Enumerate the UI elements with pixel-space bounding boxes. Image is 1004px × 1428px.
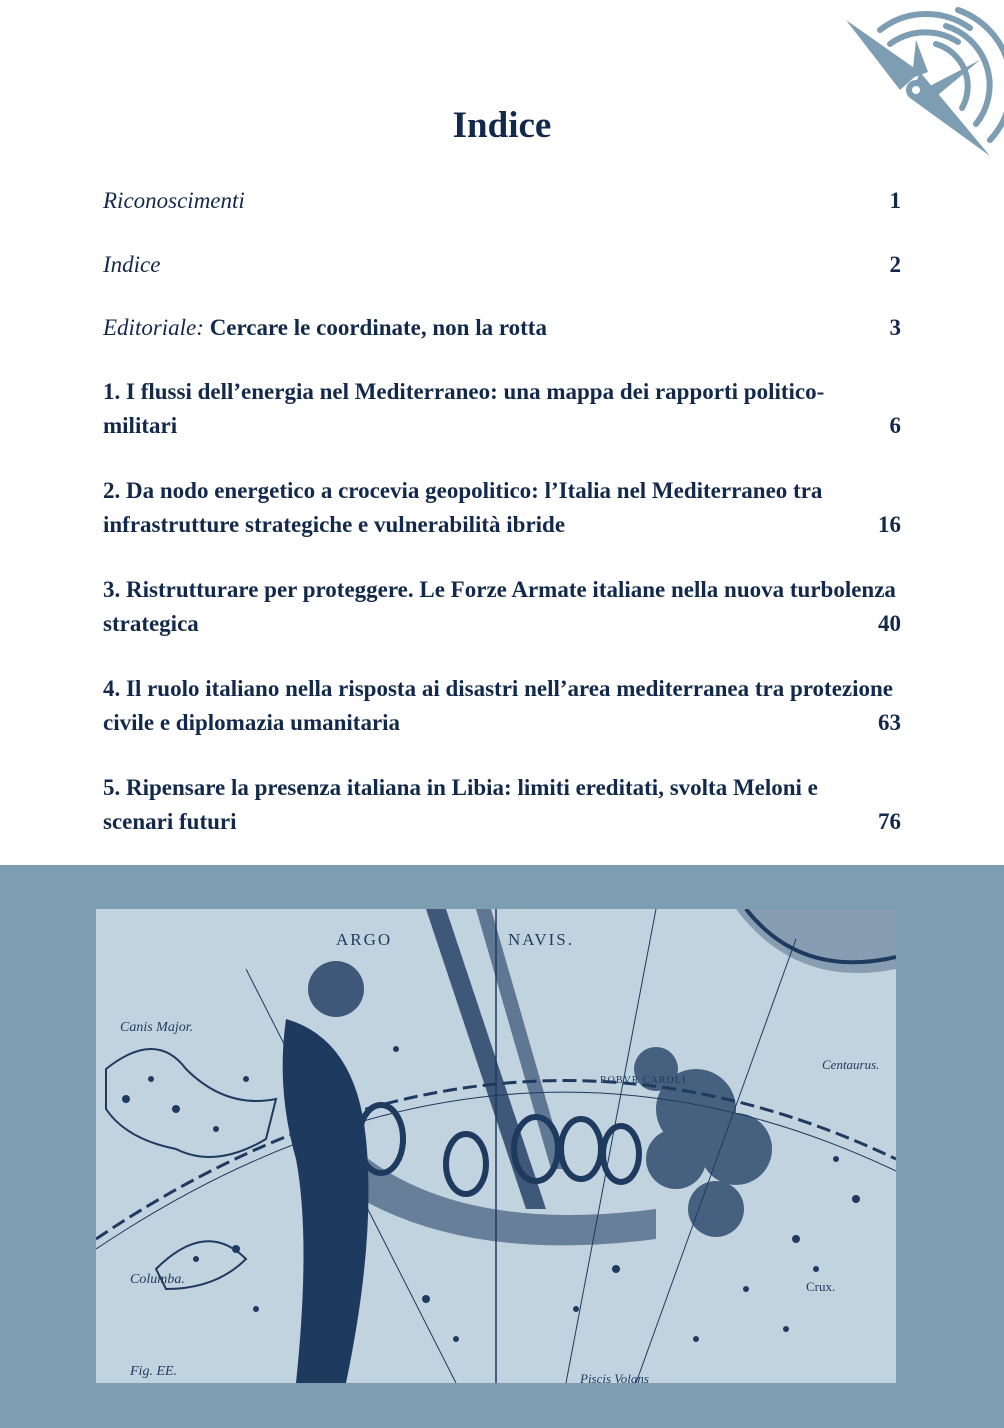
toc-entry-title: 5. Ripensare la presenza italiana in Libia: limiti ereditati, svolta Meloni e scenari futuri (103, 775, 818, 834)
toc-entry-title: 2. Da nodo energetico a crocevia geopolitico: l’Italia nel Mediterraneo tra infrastrutture strategiche e vulnerabilità ibride (103, 478, 823, 537)
toc-page-number: 3 (889, 315, 901, 340)
toc-entry-title: 4. Il ruolo italiano nella risposta ai disastri nell’area mediterranea tra protezione civile e diplomazia umanitaria (103, 676, 894, 735)
toc-entry-chapter-1[interactable] (103, 375, 901, 443)
toc-page-number: 76 (878, 809, 901, 834)
toc-page-number: 16 (878, 512, 901, 537)
map-signature: Fig. EE. (130, 1364, 178, 1379)
star-chart-illustration (96, 909, 896, 1383)
map-label-navis: NAVIS. (508, 930, 575, 949)
cover-illustration-panel (0, 865, 1004, 1428)
toc-entry-prefix: Editoriale: (103, 315, 204, 340)
toc-entry-riconoscimenti[interactable] (103, 184, 901, 218)
toc-entry-chapter-4[interactable] (103, 672, 901, 740)
map-label-piscis-volans: Piscis Volans (580, 1371, 649, 1383)
toc-page-number: 63 (878, 710, 901, 735)
toc-entry-title: 3. Ristrutturare per proteggere. Le Forze Armate italiane nella nuova turbolenza strategica (103, 577, 896, 636)
map-label-columba: Columba. (130, 1272, 185, 1287)
toc-page-number: 40 (878, 611, 901, 636)
toc-entry-prefix: Indice (103, 252, 161, 277)
toc-entry-chapter-3[interactable] (103, 573, 901, 641)
toc-entry-title: 1. I flussi dell’energia nel Mediterraneo: una mappa dei rapporti politico-militari (103, 379, 825, 438)
map-label-argo: ARGO (336, 930, 393, 949)
toc-page-number: 1 (889, 188, 901, 213)
map-label-canis-major: Canis Major. (120, 1020, 194, 1035)
toc-entry-title: Cercare le coordinate, non la rotta (209, 315, 547, 340)
map-label-robur-caroli: ROBVR CAROLI (600, 1075, 687, 1086)
toc-entry-editoriale[interactable] (103, 311, 901, 345)
map-label-centaurus: Centaurus. (822, 1057, 880, 1072)
toc-page-number: 2 (889, 252, 901, 277)
toc-entry-chapter-5[interactable] (103, 771, 901, 839)
toc-entry-indice[interactable] (103, 248, 901, 282)
toc-entry-prefix: Riconoscimenti (103, 188, 245, 213)
page-title: Indice (452, 105, 552, 146)
toc-page-number: 6 (889, 413, 901, 438)
map-label-crux: Crux. (806, 1279, 836, 1294)
toc-entry-chapter-2[interactable] (103, 474, 901, 542)
